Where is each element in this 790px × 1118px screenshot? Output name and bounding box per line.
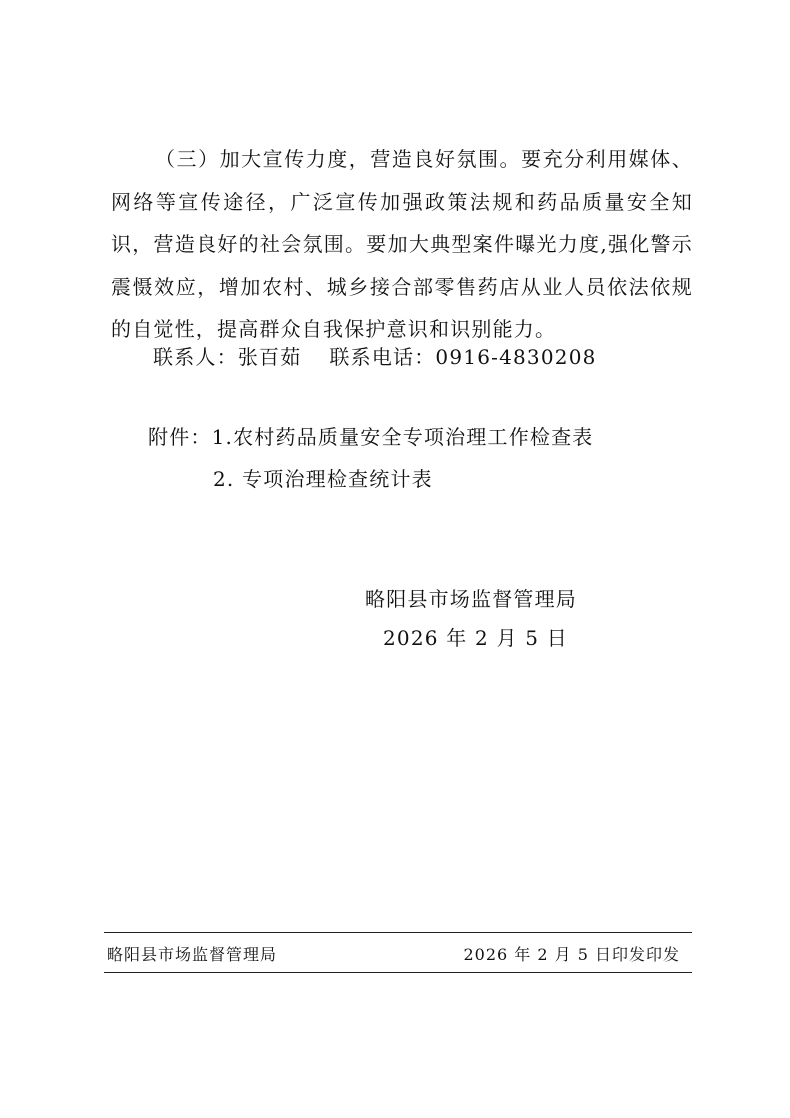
attachment-item-2: 2. 专项治理检查统计表 <box>213 467 433 491</box>
footer-bottom-rule <box>104 972 692 973</box>
footer-top-rule <box>104 932 692 933</box>
attachment-label: 附件： <box>148 425 212 449</box>
footer-issuer: 略阳县市场监督管理局 <box>107 945 278 964</box>
contact-phone-label: 联系电话： <box>329 345 436 369</box>
contact-line <box>153 344 597 370</box>
attachment-line-1 <box>148 424 594 450</box>
signature-organization: 略阳县市场监督管理局 <box>365 587 577 611</box>
body-paragraph: （三）加大宣传力度，营造良好氛围。要充分利用媒体、网络等宣传途径，广泛宣传加强政策法规和药品质量安全知识，营造良好的社会氛围。要加大典型案件曝光力度,强化警示震慑效应，增加农村、城乡接合部零售药店从业人员依法依规的自觉性，提高群众自我保护意识和识别能力。 <box>111 147 693 341</box>
footer-issue-date: 2026 年 2 月 5 日印发印发 <box>463 945 680 964</box>
attachment-item-1: 1.农村药品质量安全专项治理工作检查表 <box>211 425 594 449</box>
contact-person-label: 联系人： <box>153 345 238 369</box>
attachment-line-2 <box>213 466 433 492</box>
contact-phone-number: 0916-4830208 <box>435 345 597 369</box>
signature-date: 2026 年 2 月 5 日 <box>383 626 568 650</box>
contact-person-name: 张百茹 <box>237 345 302 369</box>
